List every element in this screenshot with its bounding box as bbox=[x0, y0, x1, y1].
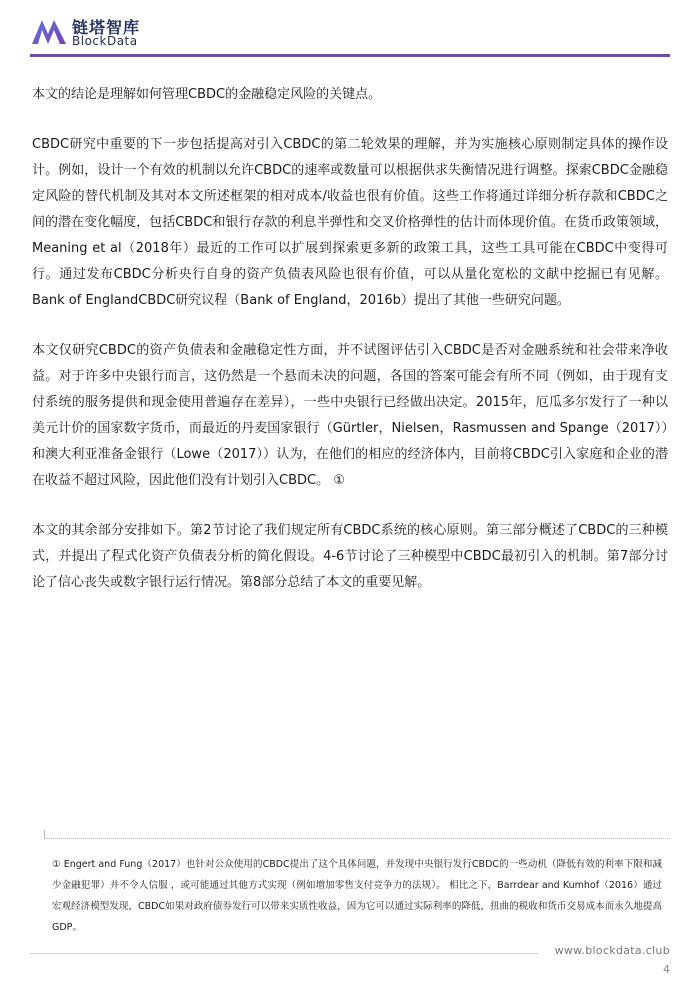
logo-text-cn: 链塔智库 bbox=[72, 18, 141, 37]
paragraph-structure: 本文的其余部分安排如下。第2节讨论了我们规定所有CBDC系统的核心原则。第三部分概述了CBDC的三种模式，并提出了程式化资产负债表分析的简化假设。4-6节讨论了三种模型中CBDC最初引入的机制。第7部分讨论了信心丧失或数字银行运行情况。第8部分总结了本文的重要见解。 bbox=[32, 523, 668, 590]
footnote-tick bbox=[44, 830, 45, 838]
paragraph-next-steps: CBDC研究中重要的下一步包括提高对引入CBDC的第二轮效果的理解，并为实施核心原则制定具体的操作设计。例如，设计一个有效的机制以允许CBDC的速率或数量可以根据供求失衡情况进行调整。探索CBDC金融稳定风险的替代机制及其对本文所述框架的相对成本/收益也很有价值。这些工作将通过详细分析存款和CBDC之间的潜在变化幅度，包括CBDC和银行存款的利息半弹性和交叉价格弹性的估计而体现价值。在货币政策领域，Meaning et al（2018年）最近的工作可以扩展到探索更多新的政策工具，这些工具可能在CBDC中变得可行。通过发布CBDC分析央行自身的资产负债表风险也很有价值，可以从量化宽松的文献中挖掘已有见解。Bank of EnglandCBDC研究议程（Bank of England，2016b）提出了其他一些研究问题。 bbox=[32, 137, 668, 308]
footnote-separator bbox=[44, 838, 670, 839]
logo-text-en: BlockData bbox=[72, 34, 138, 48]
header-divider bbox=[30, 54, 670, 57]
footnote: ① Engert and Fung（2017）也针对公众使用的CBDC提出了这个具体问题，并发现中央银行发行CBDC的一些动机（降低有效的利率下限和减少金融犯罪）并不令人信服 ，或可能通过其他方式实现（例如增加零售支付竞争力的法规）。 相比之下，Barrdear and Kumhof（2016）通过宏观经济模型发现，CBDC如果对政府债券发行可以带来实质性收益，因为它可以通过实际利率的降低，扭曲的税收和货币交易成本而永久地提高GDP。 bbox=[52, 859, 662, 933]
footer-divider bbox=[30, 953, 538, 954]
page-header bbox=[30, 14, 670, 50]
paragraph-conclusion: 本文的结论是理解如何管理CBDC的金融稳定风险的关键点。 bbox=[32, 87, 382, 102]
page-number: 4 bbox=[663, 963, 670, 976]
blockdata-logo-icon bbox=[30, 16, 68, 46]
main-content bbox=[32, 82, 668, 620]
paragraph-scope: 本文仅研究CBDC的资产负债表和金融稳定性方面，并不试图评估引入CBDC是否对金融系统和社会带来净收益。对于许多中央银行而言，这仍然是一个悬而未决的问题，各国的答案可能会有所不同（例如，由于现有支付系统的服务提供和现金使用普遍存在差异），一些中央银行已经做出决定。2015年，厄瓜多尔发行了一种以美元计价的国家数字货币，而最近的丹麦国家银行（Gürtler，Nielsen，Rasmussen and Spange（2017））和澳大利亚准备金银行（Lowe（2017））认为，在他们的相应的经济体内，目前将CBDC引入家庭和企业的潜在收益不超过风险，因此他们没有计划引入CBDC。 ① bbox=[32, 343, 668, 488]
footer-url: www.blockdata.club bbox=[554, 944, 670, 957]
